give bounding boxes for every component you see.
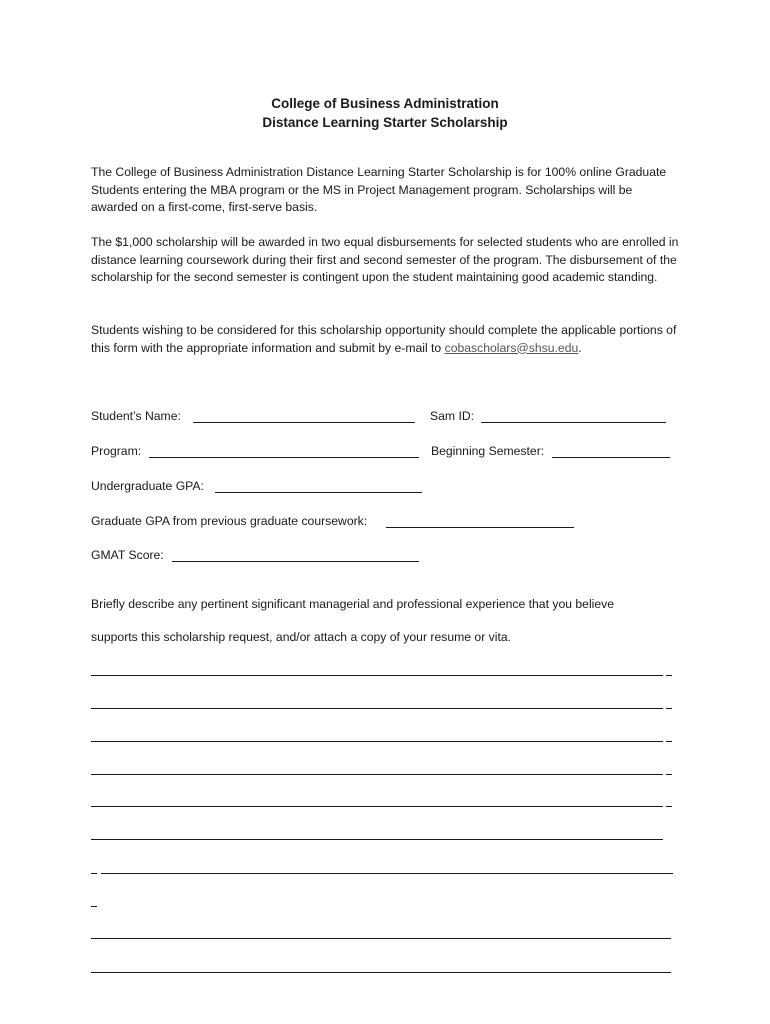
form-title: College of Business Administration [271, 96, 499, 111]
response-line[interactable] [91, 774, 663, 775]
beginning-semester-field[interactable] [552, 457, 670, 458]
grad-gpa-field[interactable] [386, 527, 574, 528]
response-line[interactable] [91, 839, 663, 840]
instructions-period: . [578, 340, 582, 355]
response-line[interactable] [91, 972, 671, 973]
response-line[interactable] [91, 938, 671, 939]
response-line-dash [666, 675, 672, 676]
gmat-field[interactable] [172, 561, 419, 562]
undergrad-gpa-label: Undergraduate GPA: [91, 479, 204, 493]
sam-id-field[interactable] [481, 422, 666, 423]
response-line-dash [666, 806, 672, 807]
response-line[interactable] [91, 708, 663, 709]
response-line-dash [666, 741, 672, 742]
program-label: Program: [91, 444, 142, 458]
response-line[interactable] [91, 741, 663, 742]
response-line[interactable] [91, 806, 663, 807]
response-line-dash [666, 774, 672, 775]
response-line[interactable] [91, 675, 663, 676]
sam-id-label: Sam ID: [430, 409, 475, 423]
response-line-dash [91, 906, 97, 907]
student-name-label: Student’s Name: [91, 409, 181, 423]
response-line[interactable] [101, 873, 673, 874]
response-line-dash [91, 873, 97, 874]
response-line-dash [666, 708, 672, 709]
gmat-label: GMAT Score: [91, 548, 164, 562]
student-name-field[interactable] [193, 422, 415, 423]
beginning-semester-label: Beginning Semester: [431, 444, 545, 458]
instructions-text: Students wishing to be considered for this scholarship opportunity should complete the applicable portions of this form with the appropriate information and submit by e-mail to [91, 323, 677, 355]
program-field[interactable] [149, 457, 419, 458]
email-link[interactable]: cobascholars@shsu.edu [444, 340, 579, 355]
grad-gpa-label: Graduate GPA from previous graduate coursework: [91, 514, 368, 528]
intro-paragraph: The College of Business Administration Distance Learning Starter Scholarship is for 100% online Graduate Students entering the MBA program or the MS in Project Management program. Scholarships will be awarded on a first-come, first-serve basis. [91, 165, 667, 214]
form-subtitle: Distance Learning Starter Scholarship [262, 115, 508, 130]
instructions-paragraph [91, 322, 681, 357]
experience-prompt-line2: supports this scholarship request, and/or attach a copy of your resume or vita. [91, 630, 512, 644]
experience-prompt-line1: Briefly describe any pertinent significant managerial and professional experience that you believe [91, 597, 615, 611]
disbursement-paragraph: The $1,000 scholarship will be awarded in two equal disbursements for selected students who are enrolled in distance learning coursework during their first and second semester of the program. The disbursement of the scholarship for the second semester is contingent upon the student maintaining good academic standing. [91, 235, 679, 284]
undergrad-gpa-field[interactable] [215, 492, 422, 493]
